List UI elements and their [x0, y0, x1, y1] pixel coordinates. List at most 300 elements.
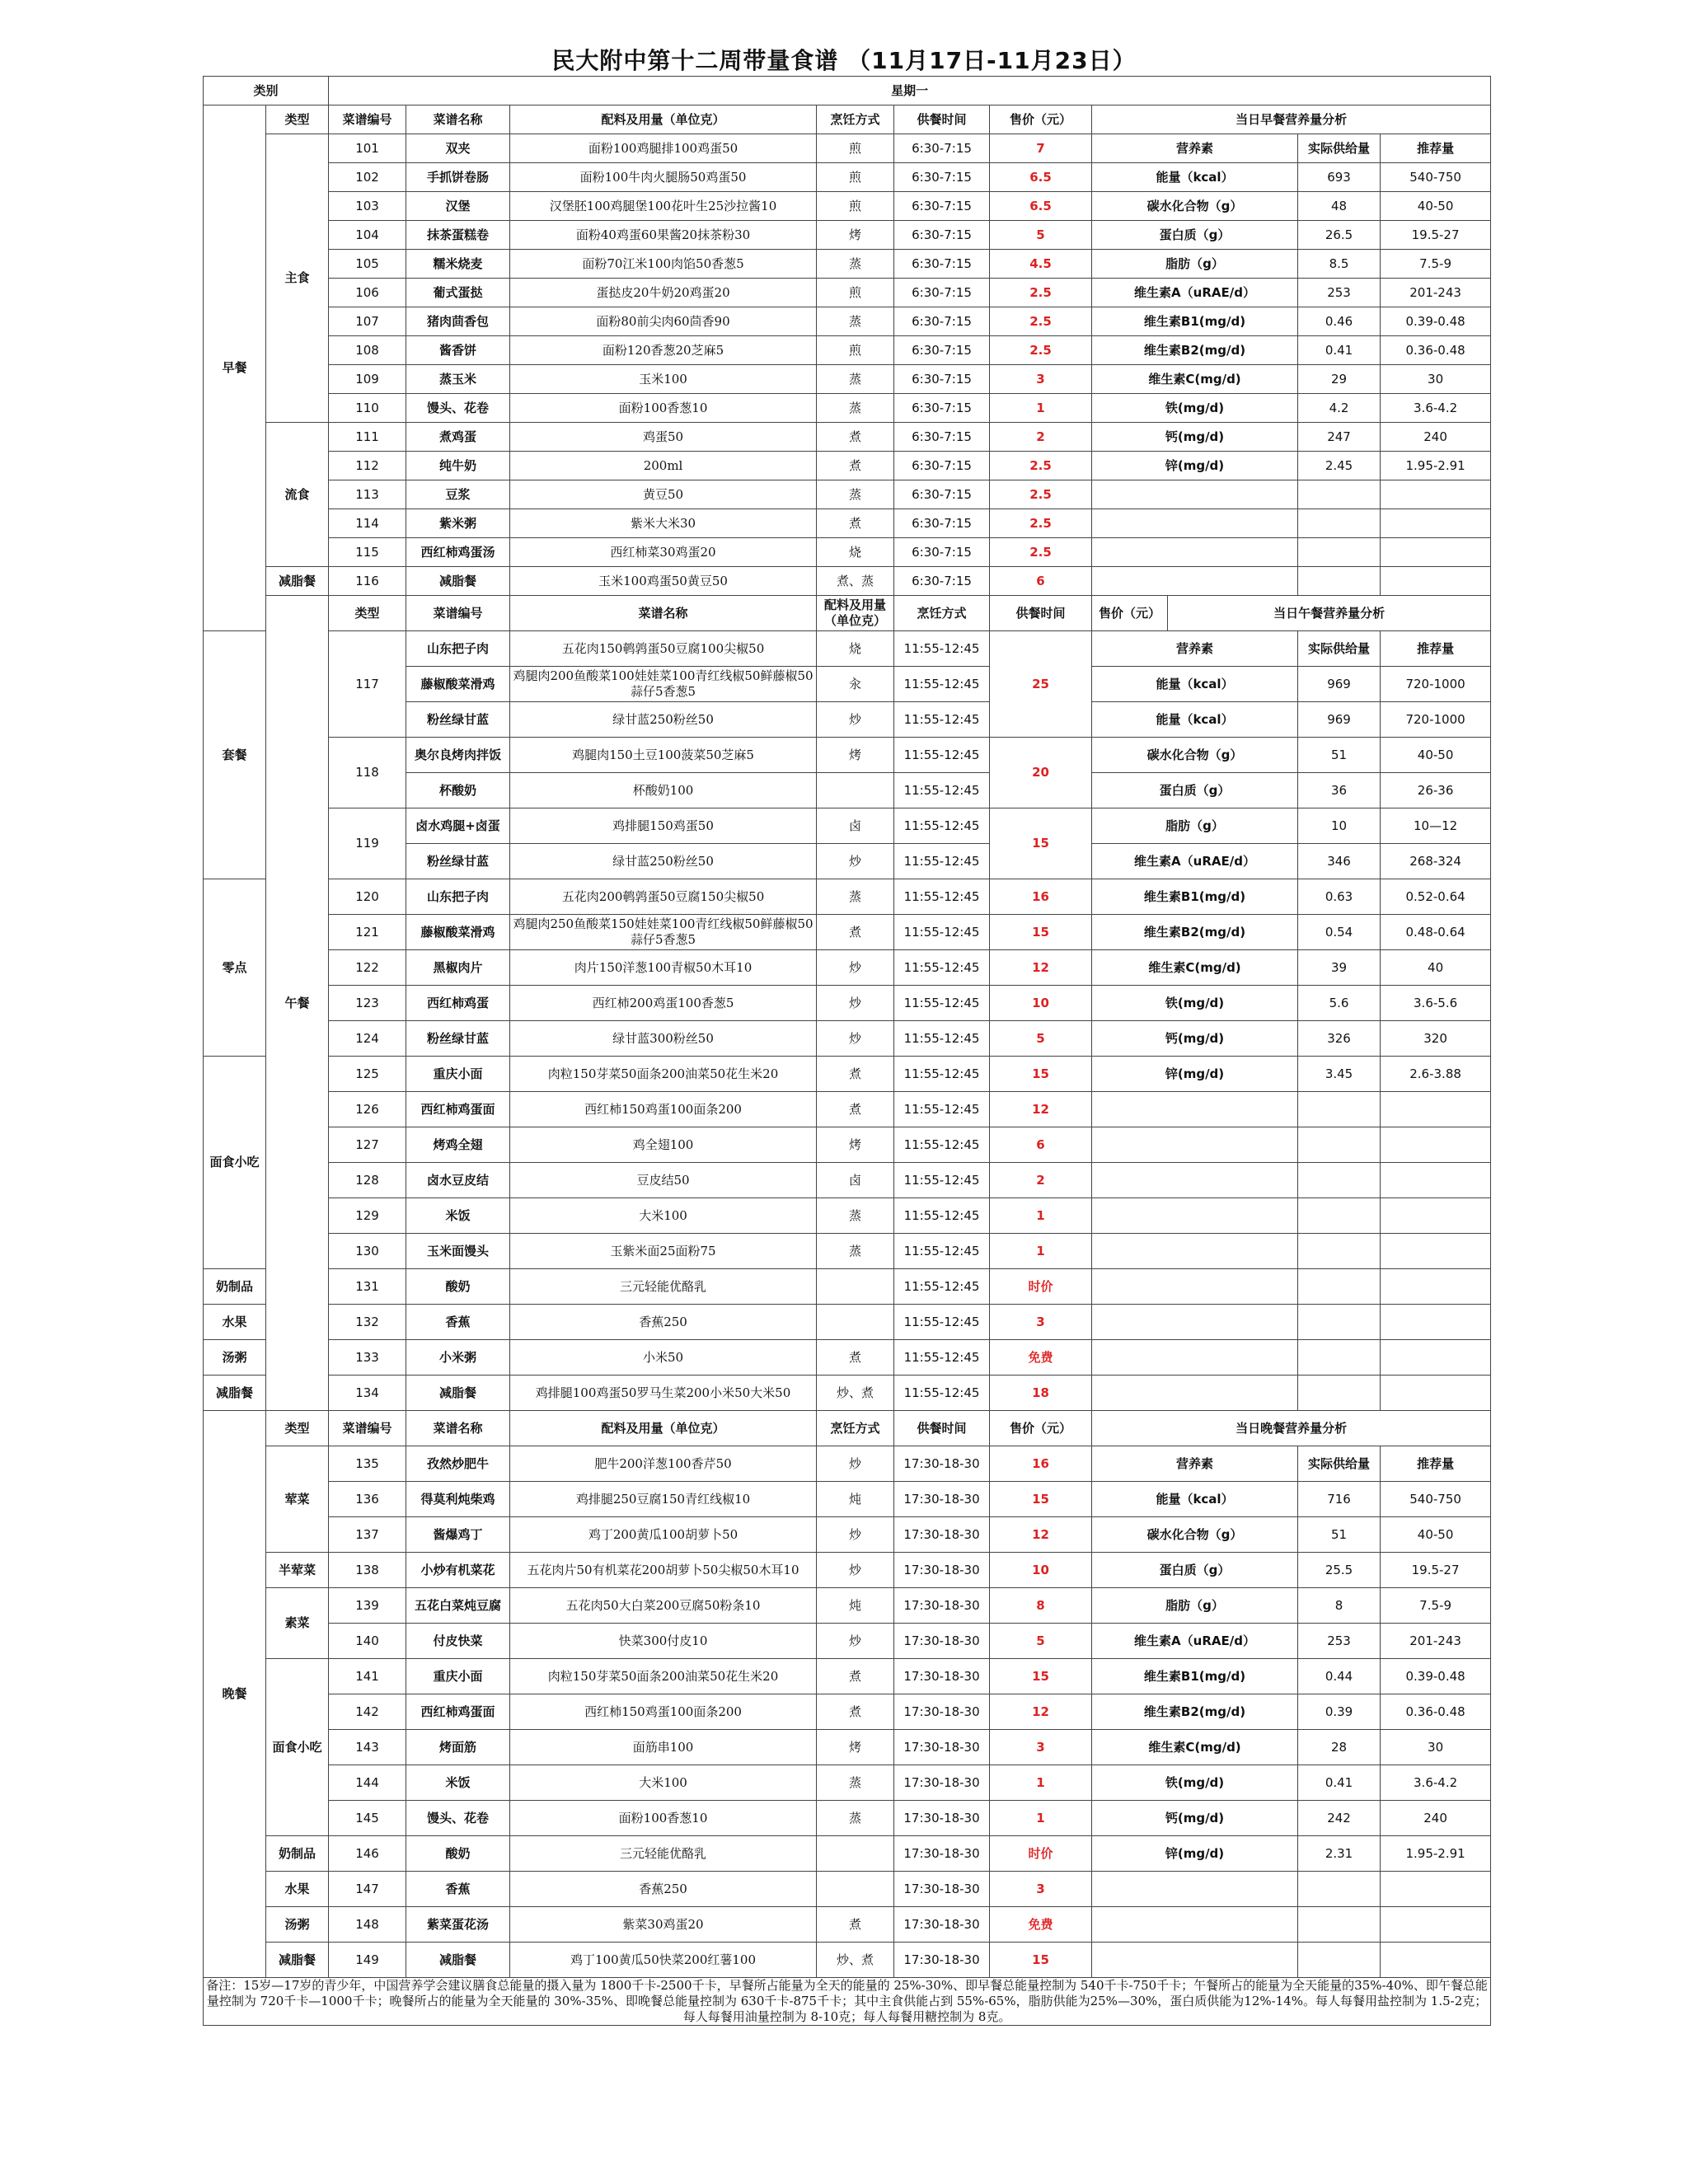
nutri-header-nutrient: 营养素 — [1092, 134, 1298, 163]
dish-time: 6:30-7:15 — [894, 423, 990, 452]
dish-price: 6 — [990, 1127, 1092, 1163]
dish-price: 2.5 — [990, 279, 1092, 307]
dish-time: 17:30-18-30 — [894, 1553, 990, 1588]
dish-method: 蒸 — [817, 1234, 894, 1269]
dish-name: 香蕉 — [406, 1872, 510, 1907]
table-row — [204, 950, 1491, 986]
table-row — [204, 250, 1491, 279]
table-row — [204, 192, 1491, 221]
nutrient-recommended: 30 — [1381, 1730, 1491, 1765]
nutrient-recommended: 240 — [1381, 1801, 1491, 1836]
dish-time: 17:30-18-30 — [894, 1872, 990, 1907]
dish-ingredients: 鸡蛋50 — [510, 423, 817, 452]
type-diet: 减脂餐 — [266, 1943, 329, 1978]
nutrient-actual: 0.44 — [1298, 1659, 1381, 1694]
col-header-code: 菜谱编号 — [406, 596, 510, 631]
set-price: 20 — [990, 738, 1092, 808]
dish-method: 煎 — [817, 163, 894, 192]
table-row — [204, 1021, 1491, 1057]
dish-method: 卤 — [817, 808, 894, 844]
col-header-time: 供餐时间 — [894, 1411, 990, 1446]
nutrient-recommended: 40-50 — [1381, 1517, 1491, 1553]
table-row — [204, 596, 1491, 631]
empty-cell — [1381, 1234, 1491, 1269]
dish-name: 粉丝绿甘蓝 — [406, 844, 510, 879]
dish-method: 炒 — [817, 1446, 894, 1482]
dish-price: 15 — [990, 1482, 1092, 1517]
dish-price: 6.5 — [990, 163, 1092, 192]
dish-name: 紫菜蛋花汤 — [406, 1907, 510, 1943]
dish-ingredients: 玉米100鸡蛋50黄豆50 — [510, 567, 817, 596]
dish-time: 17:30-18-30 — [894, 1765, 990, 1801]
nutrient-name: 铁(mg/d) — [1092, 1765, 1298, 1801]
nutri-header-recommended: 推荐量 — [1381, 1446, 1491, 1482]
dish-code: 145 — [329, 1801, 406, 1836]
dish-code: 111 — [329, 423, 406, 452]
table-row — [204, 1127, 1491, 1163]
dish-code: 125 — [329, 1057, 406, 1092]
type-noodle-snack: 面食小吃 — [266, 1659, 329, 1836]
meal-breakfast: 早餐 — [204, 105, 266, 631]
dish-name: 酸奶 — [406, 1836, 510, 1872]
dish-code: 148 — [329, 1907, 406, 1943]
empty-cell — [1298, 1907, 1381, 1943]
col-header-method: 烹饪方式 — [817, 105, 894, 134]
dish-method: 炒 — [817, 702, 894, 738]
col-header-type: 类型 — [266, 1411, 329, 1446]
type-soup: 汤粥 — [204, 1340, 266, 1376]
dish-ingredients: 鸡全翅100 — [510, 1127, 817, 1163]
nutrient-actual: 25.5 — [1298, 1553, 1381, 1588]
table-row — [204, 1694, 1491, 1730]
dish-time: 17:30-18-30 — [894, 1694, 990, 1730]
empty-cell — [1298, 1127, 1381, 1163]
dish-code: 129 — [329, 1198, 406, 1234]
table-row — [204, 1943, 1491, 1978]
empty-cell — [1092, 1269, 1298, 1305]
empty-cell — [1092, 1305, 1298, 1340]
dish-time: 17:30-18-30 — [894, 1730, 990, 1765]
nutrient-recommended: 30 — [1381, 365, 1491, 394]
dish-ingredients: 面筋串100 — [510, 1730, 817, 1765]
table-row — [204, 1376, 1491, 1411]
type-dairy: 奶制品 — [204, 1269, 266, 1305]
nutrient-recommended: 0.48-0.64 — [1381, 915, 1491, 950]
dish-price: 6 — [990, 567, 1092, 596]
table-row — [204, 1801, 1491, 1836]
dish-time: 11:55-12:45 — [894, 738, 990, 773]
nutri-header-nutrient: 营养素 — [1092, 631, 1298, 667]
nutrient-name: 脂肪（g） — [1092, 808, 1298, 844]
dish-price: 12 — [990, 950, 1092, 986]
dish-price: 5 — [990, 221, 1092, 250]
dish-ingredients: 鸡丁200黄瓜100胡萝卜50 — [510, 1517, 817, 1553]
dish-price: 12 — [990, 1694, 1092, 1730]
table-row — [204, 1234, 1491, 1269]
dish-method: 蒸 — [817, 365, 894, 394]
type-soup: 汤粥 — [266, 1907, 329, 1943]
dish-method: 炒 — [817, 1517, 894, 1553]
dish-time: 17:30-18-30 — [894, 1836, 990, 1872]
nutrient-recommended: 7.5-9 — [1381, 1588, 1491, 1624]
dish-time: 17:30-18-30 — [894, 1482, 990, 1517]
dish-ingredients: 面粉80前尖肉60茴香90 — [510, 307, 817, 336]
dish-method: 炖 — [817, 1482, 894, 1517]
dish-name: 藤椒酸菜滑鸡 — [406, 915, 510, 950]
dish-time: 11:55-12:45 — [894, 915, 990, 950]
nutrient-recommended: 0.52-0.64 — [1381, 879, 1491, 915]
dish-method — [817, 1269, 894, 1305]
table-row — [204, 1198, 1491, 1234]
dish-price: 10 — [990, 1553, 1092, 1588]
dish-time: 11:55-12:45 — [894, 1057, 990, 1092]
nutrient-name: 蛋白质（g） — [1092, 221, 1298, 250]
dish-method: 煮 — [817, 452, 894, 480]
nutrient-recommended: 1.95-2.91 — [1381, 1836, 1491, 1872]
col-header-name: 菜谱名称 — [406, 105, 510, 134]
dish-ingredients: 鸡排腿150鸡蛋50 — [510, 808, 817, 844]
empty-cell — [1092, 1907, 1298, 1943]
table-row — [204, 1517, 1491, 1553]
dish-time: 11:55-12:45 — [894, 1376, 990, 1411]
page-title: 民大附中第十二周带量食谱 （11月17日-11月23日） — [551, 47, 1137, 74]
dish-ingredients: 面粉40鸡蛋60果酱20抹茶粉30 — [510, 221, 817, 250]
dish-price: 16 — [990, 1446, 1092, 1482]
dish-method: 炒 — [817, 1021, 894, 1057]
empty-cell — [1298, 1872, 1381, 1907]
dish-ingredients: 鸡腿肉150土豆100菠菜50芝麻5 — [510, 738, 817, 773]
dish-ingredients: 三元轻能优酪乳 — [510, 1836, 817, 1872]
empty-cell — [1298, 509, 1381, 538]
nutrient-name: 蛋白质（g） — [1092, 773, 1298, 808]
dish-price: 15 — [990, 1943, 1092, 1978]
nutrient-recommended: 40 — [1381, 950, 1491, 986]
dish-ingredients: 香蕉250 — [510, 1305, 817, 1340]
nutrient-actual: 29 — [1298, 365, 1381, 394]
dish-time: 11:55-12:45 — [894, 808, 990, 844]
dish-method: 煮 — [817, 915, 894, 950]
nutrient-name: 钙(mg/d) — [1092, 423, 1298, 452]
nutrient-actual: 326 — [1298, 1021, 1381, 1057]
nutrient-name: 铁(mg/d) — [1092, 394, 1298, 423]
col-header-time: 供餐时间 — [894, 105, 990, 134]
nutrient-recommended: 40-50 — [1381, 192, 1491, 221]
dish-method: 蒸 — [817, 1765, 894, 1801]
col-header-name: 菜谱名称 — [406, 1411, 510, 1446]
dish-time: 17:30-18-30 — [894, 1943, 990, 1978]
dish-name: 减脂餐 — [406, 1943, 510, 1978]
menu-sheet — [203, 76, 1490, 2026]
col-header-method: 烹饪方式 — [894, 596, 990, 631]
type-diet: 减脂餐 — [266, 567, 329, 596]
dish-price: 时价 — [990, 1836, 1092, 1872]
nutrient-recommended: 40-50 — [1381, 738, 1491, 773]
dish-time: 11:55-12:45 — [894, 950, 990, 986]
table-row — [204, 808, 1491, 844]
dish-method — [817, 773, 894, 808]
empty-cell — [1092, 1092, 1298, 1127]
table-row — [204, 1482, 1491, 1517]
table-row — [204, 1092, 1491, 1127]
nutrient-recommended: 720-1000 — [1381, 667, 1491, 702]
nutrient-recommended: 2.6-3.88 — [1381, 1057, 1491, 1092]
dish-method: 炒 — [817, 1624, 894, 1659]
dish-ingredients: 绿甘蓝300粉丝50 — [510, 1021, 817, 1057]
nutrient-name: 脂肪（g） — [1092, 1588, 1298, 1624]
dish-ingredients: 面粉120香葱20芝麻5 — [510, 336, 817, 365]
col-header-ingredients: 配料及用量（单位克） — [817, 596, 894, 631]
nutri-header-recommended: 推荐量 — [1381, 631, 1491, 667]
meal-lunch: 午餐 — [266, 596, 329, 1411]
nutri-header-actual: 实际供给量 — [1298, 134, 1381, 163]
dish-name: 黑椒肉片 — [406, 950, 510, 986]
dish-code: 128 — [329, 1163, 406, 1198]
nutrient-recommended: 201-243 — [1381, 279, 1491, 307]
dish-ingredients: 香蕉250 — [510, 1872, 817, 1907]
nutrient-recommended: 3.6-4.2 — [1381, 394, 1491, 423]
col-header-code: 菜谱编号 — [329, 105, 406, 134]
dish-name: 手抓饼卷肠 — [406, 163, 510, 192]
dish-name: 汉堡 — [406, 192, 510, 221]
empty-cell — [1298, 1198, 1381, 1234]
col-header-code: 菜谱编号 — [329, 1411, 406, 1446]
nutrition-analysis-title: 当日晚餐营养量分析 — [1092, 1411, 1491, 1446]
empty-cell — [1381, 1376, 1491, 1411]
nutrient-recommended: 3.6-5.6 — [1381, 986, 1491, 1021]
dish-name: 小炒有机菜花 — [406, 1553, 510, 1588]
nutri-header-actual: 实际供给量 — [1298, 1446, 1381, 1482]
dish-time: 11:55-12:45 — [894, 1340, 990, 1376]
dish-method: 煮 — [817, 1092, 894, 1127]
col-header-type: 类型 — [329, 596, 406, 631]
dish-name: 西红柿鸡蛋面 — [406, 1092, 510, 1127]
nutrient-name: 维生素C(mg/d) — [1092, 950, 1298, 986]
dish-ingredients: 五花肉200鹌鹑蛋50豆腐150尖椒50 — [510, 879, 817, 915]
nutrient-name: 维生素B1(mg/d) — [1092, 307, 1298, 336]
dish-ingredients: 西红柿200鸡蛋100香葱5 — [510, 986, 817, 1021]
dish-price: 6.5 — [990, 192, 1092, 221]
nutrient-actual: 0.41 — [1298, 336, 1381, 365]
dish-name: 山东把子肉 — [406, 631, 510, 667]
nutrient-actual: 242 — [1298, 1801, 1381, 1836]
dish-time: 11:55-12:45 — [894, 631, 990, 667]
dish-time: 17:30-18-30 — [894, 1446, 990, 1482]
table-row — [204, 1588, 1491, 1624]
dish-name: 豆浆 — [406, 480, 510, 509]
dish-time: 11:55-12:45 — [894, 1127, 990, 1163]
dish-code: 134 — [329, 1376, 406, 1411]
nutrient-recommended: 0.39-0.48 — [1381, 1659, 1491, 1694]
dish-code: 131 — [329, 1269, 406, 1305]
nutrient-actual: 10 — [1298, 808, 1381, 844]
dish-name: 西红柿鸡蛋面 — [406, 1694, 510, 1730]
dish-name: 米饭 — [406, 1765, 510, 1801]
dish-ingredients: 面粉70江米100肉馅50香葱5 — [510, 250, 817, 279]
dish-price: 3 — [990, 1730, 1092, 1765]
dish-price: 免费 — [990, 1340, 1092, 1376]
empty-cell — [1381, 1092, 1491, 1127]
dish-method: 蒸 — [817, 394, 894, 423]
col-header-ingredients: 配料及用量（单位克） — [510, 1411, 817, 1446]
nutrient-recommended: 26-36 — [1381, 773, 1491, 808]
dish-ingredients: 肉片150洋葱100青椒50木耳10 — [510, 950, 817, 986]
empty-cell — [1298, 1163, 1381, 1198]
dish-code: 141 — [329, 1659, 406, 1694]
empty-cell — [1381, 1163, 1491, 1198]
dish-ingredients: 面粉100香葱10 — [510, 1801, 817, 1836]
empty-cell — [1298, 1234, 1381, 1269]
dish-name: 馒头、花卷 — [406, 1801, 510, 1836]
dish-method: 煮、蒸 — [817, 567, 894, 596]
nutrient-recommended: 1.95-2.91 — [1381, 452, 1491, 480]
dish-ingredients: 肥牛200洋葱100香芹50 — [510, 1446, 817, 1482]
dish-time: 11:55-12:45 — [894, 667, 990, 702]
empty-cell — [1381, 1340, 1491, 1376]
dish-code: 123 — [329, 986, 406, 1021]
dish-ingredients: 鸡腿肉200鱼酸菜100娃娃菜100青红线椒50鲜藤椒50蒜仔5香葱5 — [510, 667, 817, 702]
table-row — [204, 538, 1491, 567]
dish-ingredients: 三元轻能优酪乳 — [510, 1269, 817, 1305]
nutrient-name: 能量（kcal） — [1092, 1482, 1298, 1517]
header-day: 星期一 — [329, 77, 1491, 105]
dish-price: 16 — [990, 879, 1092, 915]
dish-price: 3 — [990, 365, 1092, 394]
dish-time: 6:30-7:15 — [894, 134, 990, 163]
nutrient-actual: 26.5 — [1298, 221, 1381, 250]
nutrient-name: 碳水化合物（g） — [1092, 1517, 1298, 1553]
nutrient-recommended: 720-1000 — [1381, 702, 1491, 738]
empty-cell — [1381, 538, 1491, 567]
dish-name: 馒头、花卷 — [406, 394, 510, 423]
col-header-method: 烹饪方式 — [817, 1411, 894, 1446]
dish-code: 115 — [329, 538, 406, 567]
dish-method: 蒸 — [817, 307, 894, 336]
dish-method: 蒸 — [817, 879, 894, 915]
dish-ingredients: 200ml — [510, 452, 817, 480]
dish-ingredients: 绿甘蓝250粉丝50 — [510, 844, 817, 879]
dish-name: 烤鸡全翅 — [406, 1127, 510, 1163]
table-row — [204, 77, 1491, 105]
type-vegetable: 素菜 — [266, 1588, 329, 1659]
nutrient-recommended: 0.39-0.48 — [1381, 307, 1491, 336]
nutrient-name: 能量（kcal） — [1092, 667, 1298, 702]
dish-time: 11:55-12:45 — [894, 844, 990, 879]
dish-method: 煮 — [817, 1057, 894, 1092]
dish-method: 蒸 — [817, 1198, 894, 1234]
col-header-price: 售价（元） — [1092, 596, 1168, 631]
nutrient-recommended: 320 — [1381, 1021, 1491, 1057]
empty-cell — [1298, 1943, 1381, 1978]
dish-ingredients: 紫米大米30 — [510, 509, 817, 538]
dish-time: 11:55-12:45 — [894, 1234, 990, 1269]
nutrient-actual: 2.31 — [1298, 1836, 1381, 1872]
empty-cell — [1298, 538, 1381, 567]
table-row — [204, 1659, 1491, 1694]
empty-cell — [1092, 509, 1298, 538]
dish-price: 3 — [990, 1872, 1092, 1907]
dish-code: 136 — [329, 1482, 406, 1517]
table-row — [204, 163, 1491, 192]
dish-time: 17:30-18-30 — [894, 1588, 990, 1624]
dish-method: 烤 — [817, 738, 894, 773]
dish-time: 6:30-7:15 — [894, 567, 990, 596]
table-row — [204, 452, 1491, 480]
nutrient-actual: 253 — [1298, 1624, 1381, 1659]
type-noodle-snack: 面食小吃 — [204, 1057, 266, 1269]
dish-method: 煎 — [817, 279, 894, 307]
dish-method: 烧 — [817, 538, 894, 567]
dish-time: 17:30-18-30 — [894, 1659, 990, 1694]
set-price: 15 — [990, 808, 1092, 879]
dish-price: 2.5 — [990, 480, 1092, 509]
empty-cell — [1381, 1305, 1491, 1340]
dish-code: 127 — [329, 1127, 406, 1163]
dish-price: 2 — [990, 423, 1092, 452]
dish-code: 143 — [329, 1730, 406, 1765]
dish-method: 蒸 — [817, 250, 894, 279]
table-row — [204, 394, 1491, 423]
table-row — [204, 738, 1491, 773]
nutrient-name: 维生素A（uRAE/d） — [1092, 1624, 1298, 1659]
dish-name: 抹茶蛋糕卷 — [406, 221, 510, 250]
nutrient-recommended: 540-750 — [1381, 1482, 1491, 1517]
dish-ingredients: 西红柿150鸡蛋100面条200 — [510, 1092, 817, 1127]
dish-method: 煮 — [817, 509, 894, 538]
dish-method: 烤 — [817, 221, 894, 250]
dish-name: 孜然炒肥牛 — [406, 1446, 510, 1482]
table-row — [204, 307, 1491, 336]
dish-name: 糯米烧麦 — [406, 250, 510, 279]
dish-ingredients: 大米100 — [510, 1198, 817, 1234]
dish-price: 12 — [990, 1092, 1092, 1127]
nutrient-actual: 5.6 — [1298, 986, 1381, 1021]
dish-name: 重庆小面 — [406, 1057, 510, 1092]
menu-table — [203, 76, 1491, 2026]
dish-name: 奥尔良烤肉拌饭 — [406, 738, 510, 773]
table-row — [204, 1411, 1491, 1446]
nutrient-actual: 346 — [1298, 844, 1381, 879]
dish-ingredients: 鸡腿肉250鱼酸菜150娃娃菜100青红线椒50鲜藤椒50蒜仔5香葱5 — [510, 915, 817, 950]
nutrient-name: 碳水化合物（g） — [1092, 738, 1298, 773]
dish-code: 122 — [329, 950, 406, 986]
nutrient-actual: 28 — [1298, 1730, 1381, 1765]
nutrient-recommended: 0.36-0.48 — [1381, 1694, 1491, 1730]
col-header-price: 售价（元） — [990, 105, 1092, 134]
dish-method: 炒 — [817, 844, 894, 879]
dish-time: 17:30-18-30 — [894, 1907, 990, 1943]
dish-time: 6:30-7:15 — [894, 394, 990, 423]
table-row — [204, 1978, 1491, 2026]
dish-name: 猪肉茴香包 — [406, 307, 510, 336]
dish-ingredients: 大米100 — [510, 1765, 817, 1801]
nutrient-actual: 8.5 — [1298, 250, 1381, 279]
set-code: 119 — [329, 808, 406, 879]
dish-method: 烤 — [817, 1730, 894, 1765]
dish-name: 五花白菜炖豆腐 — [406, 1588, 510, 1624]
table-row — [204, 1057, 1491, 1092]
dish-method: 煮 — [817, 423, 894, 452]
nutrient-actual: 716 — [1298, 1482, 1381, 1517]
table-row — [204, 365, 1491, 394]
dish-name: 米饭 — [406, 1198, 510, 1234]
dish-time: 6:30-7:15 — [894, 538, 990, 567]
nutrient-name: 维生素A（uRAE/d） — [1092, 844, 1298, 879]
empty-cell — [1381, 480, 1491, 509]
dish-price: 15 — [990, 915, 1092, 950]
type-a-la-carte: 零点 — [204, 879, 266, 1057]
dish-ingredients: 五花肉片50有机菜花200胡萝卜50尖椒50木耳10 — [510, 1553, 817, 1588]
nutrition-analysis-title: 当日早餐营养量分析 — [1092, 105, 1491, 134]
